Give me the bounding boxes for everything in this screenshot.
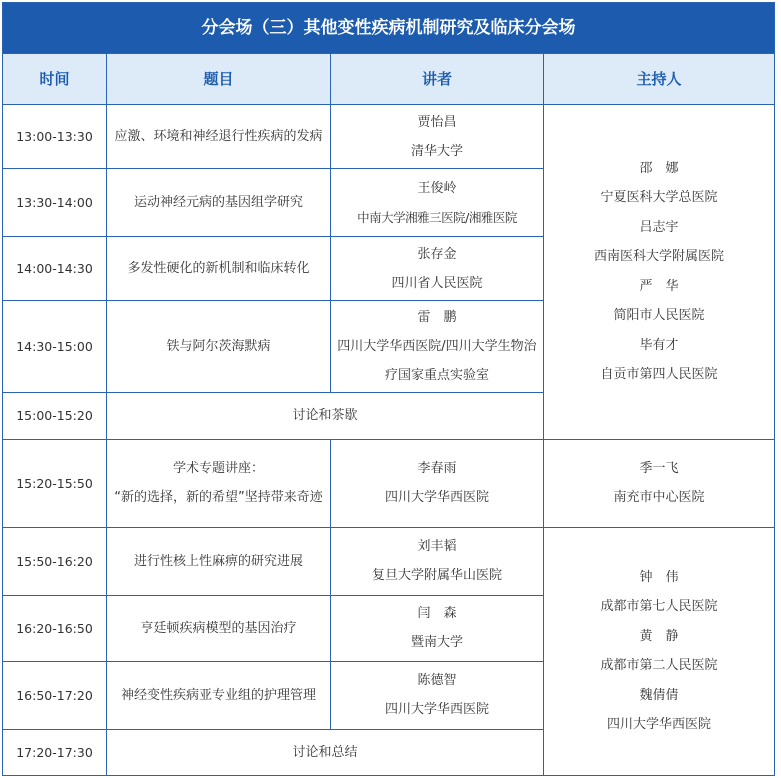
header-row [3,54,775,105]
time-cell: 14:00-14:30 [3,237,107,301]
speaker-affiliation: 四川大学华西医院/四川大学生物治疗国家重点实验室 [337,339,537,384]
host-cell [544,527,775,775]
speaker-cell [331,595,544,661]
speaker-affiliation: 四川大学华西医院 [384,702,489,718]
host-name: 邵 娜 [639,160,679,176]
host-name: 毕有才 [639,337,679,353]
host-affiliation: 宁夏医科大学总医院 [600,190,718,206]
topic-label: 学术专题讲座： [172,461,264,477]
topic-cell: 进行性核上性麻痹的研究进展 [107,527,331,595]
speaker-name: 张存金 [417,246,457,262]
speaker-affiliation: 复旦大学附属华山医院 [371,568,502,584]
speaker-affiliation: 四川省人民医院 [391,275,483,291]
session-title: 分会场（三）其他变性疾病机制研究及临床分会场 [3,3,775,54]
table-row [3,105,775,169]
host-cell [544,105,775,439]
time-cell: 16:50-17:20 [3,661,107,729]
time-cell: 17:20-17:30 [3,729,107,775]
speaker-cell [331,169,544,237]
host-affiliation: 四川大学华西医院 [606,717,711,733]
topic-cell: 神经变性疾病亚专业组的护理管理 [107,661,331,729]
col-header-speaker: 讲者 [331,54,544,105]
host-name: 魏倩倩 [639,687,679,703]
host-name: 严 华 [639,278,679,294]
host-name: 黄 静 [639,628,679,644]
speaker-cell [331,105,544,169]
speaker-affiliation: 清华大学 [410,143,463,159]
host-affiliation: 自贡市第四人民医院 [600,367,718,383]
topic-cell: 铁与阿尔茨海默病 [107,301,331,393]
speaker-cell [331,661,544,729]
time-cell: 15:20-15:50 [3,439,107,527]
speaker-name: 雷 鹏 [417,310,457,326]
speaker-name: 陈德智 [417,673,457,689]
host-affiliation: 简阳市人民医院 [613,308,705,324]
host-affiliation: 成都市第七人民医院 [600,599,718,615]
speaker-affiliation: 四川大学华西医院 [384,490,489,506]
table-row [3,527,775,595]
speaker-cell [331,301,544,393]
host-affiliation: 成都市第二人民医院 [600,658,718,674]
speaker-affiliation: 中南大学湘雅三医院/湘雅医院 [357,209,517,225]
host-affiliation: 南充市中心医院 [613,490,705,506]
schedule-table [2,2,775,776]
topic-cell [107,439,331,527]
speaker-affiliation: 暨南大学 [410,635,463,651]
host-name: 季一飞 [639,460,679,476]
time-cell: 13:30-14:00 [3,169,107,237]
host-cell [544,439,775,527]
time-cell: 16:20-16:50 [3,595,107,661]
speaker-cell [331,237,544,301]
time-cell: 15:00-15:20 [3,393,107,439]
table-row [3,439,775,527]
topic-cell: 运动神经元病的基因组学研究 [107,169,331,237]
speaker-name: 王俊岭 [417,180,457,196]
break-cell: 讨论和茶歇 [107,393,544,439]
host-affiliation: 西南医科大学附属医院 [593,249,724,265]
speaker-name: 李春雨 [417,461,457,477]
col-header-host: 主持人 [544,54,775,105]
topic-cell: 应激、环境和神经退行性疾病的发病 [107,105,331,169]
speaker-cell [331,527,544,595]
time-cell: 13:00-13:30 [3,105,107,169]
title-row [3,3,775,54]
speaker-cell [331,439,544,527]
speaker-name: 刘丰韬 [417,539,457,555]
topic-text: “新的选择，新的希望”坚持带来奇迹 [114,490,323,506]
host-name: 吕志宇 [639,219,679,235]
time-cell: 14:30-15:00 [3,301,107,393]
host-name: 钟 伟 [639,569,679,585]
speaker-name: 贾怡昌 [417,114,457,130]
col-header-time: 时间 [3,54,107,105]
speaker-name: 闫 森 [417,606,457,622]
break-cell: 讨论和总结 [107,729,544,775]
topic-cell: 多发性硬化的新机制和临床转化 [107,237,331,301]
topic-cell: 亨廷顿疾病模型的基因治疗 [107,595,331,661]
time-cell: 15:50-16:20 [3,527,107,595]
col-header-topic: 题目 [107,54,331,105]
